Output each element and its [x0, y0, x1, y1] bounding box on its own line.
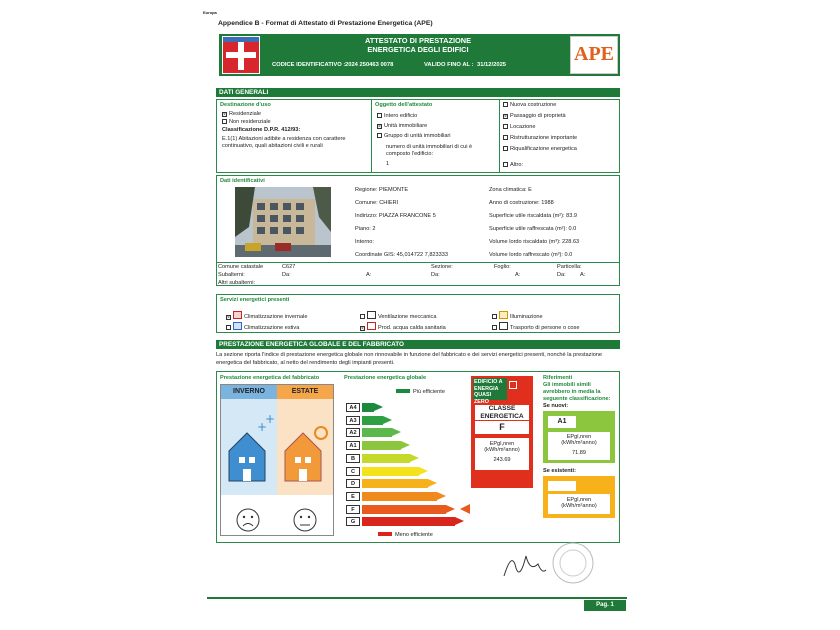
elevator-icon — [499, 322, 508, 330]
tiny-logo-text: Europa — [203, 10, 217, 15]
servizi-title: Servizi energetici presenti — [220, 297, 290, 303]
checkbox-icon — [377, 113, 382, 118]
nuovi-ep-label: EPgl,nren — [566, 434, 592, 440]
riferimenti-text: Gli immobili simili avrebbero in media la seguente classificazione: — [543, 382, 611, 402]
fan-icon — [367, 311, 376, 319]
da-1: Da: — [282, 272, 291, 278]
svg-text:+: + — [265, 412, 276, 426]
destinazione-title: Destinazione d'uso — [220, 102, 271, 108]
ape-logo — [570, 36, 618, 74]
class-bar-g — [362, 517, 455, 526]
house-summer-icon — [277, 399, 333, 495]
check-gruppo-unita[interactable]: Gruppo di unità immobiliari — [377, 133, 451, 140]
section-dati-generali: DATI GENERALI — [216, 88, 620, 97]
class-bar-c — [362, 467, 419, 476]
faucet-icon — [367, 322, 376, 330]
servizio-clima-estiva[interactable]: Climatizzazione estiva — [226, 322, 299, 332]
nuovi-ep-value: 71.89 — [572, 450, 586, 456]
estate-header: ESTATE — [277, 385, 333, 399]
nzeb-checkbox-icon — [509, 381, 517, 389]
nzeb-badge: EDIFICIO A ENERGIA QUASI ZERO — [473, 378, 507, 400]
check-intero-edificio[interactable]: Intero edificio — [377, 113, 417, 120]
da-3: Da: — [557, 272, 566, 278]
meno-efficiente-label: Meno efficiente — [378, 532, 433, 539]
da-2: Da: — [431, 272, 440, 278]
checkbox-icon — [503, 162, 508, 167]
indirizzo: Indirizzo: PIAZZA FRANCONE 5 — [355, 213, 436, 219]
checkbox-icon — [503, 102, 508, 107]
title-line-1: ATTESTATO DI PRESTAZIONE — [364, 36, 472, 45]
esistenti-class-box — [548, 481, 576, 491]
ep-unit: (kWh/m²anno) — [484, 447, 520, 453]
valid-label: VALIDO FINO AL : — [424, 62, 474, 68]
checkbox-icon — [492, 325, 497, 330]
piu-efficiente-label: Più efficiente — [396, 389, 445, 396]
regione: Regione: PIEMONTE — [355, 187, 409, 193]
building-photo — [235, 187, 331, 257]
lightbulb-icon — [499, 311, 508, 319]
fabbricato-title: Prestazione energetica del fabbricato — [220, 375, 320, 381]
classificazione-label: Classificazione D.P.R. 412/93: — [222, 127, 301, 133]
numero-unita-label: numero di unità immobiliari di cui è composto l'edificio: — [386, 144, 473, 157]
check-altro[interactable]: Altro: — [503, 162, 523, 169]
prestazione-intro: La sezione riporta l'indice di prestazione energetica globale non rinnovabile in funzione del fabbricato e dei servizi energetici presenti, nonché la prestazione energetica del fabbricato, al netto del rendimento degli impianti presenti. — [216, 352, 603, 366]
check-non-residenziale[interactable]: Non residenziale — [222, 119, 271, 126]
class-label-c: C — [346, 467, 360, 476]
section-prestazione: PRESTAZIONE ENERGETICA GLOBALE E DEL FABBRICATO — [216, 340, 620, 349]
green-legend-icon — [396, 389, 410, 393]
se-esistenti-label: Se esistenti: — [543, 468, 576, 474]
checkbox-checked-icon: × — [504, 114, 507, 120]
piano: Piano: 2 — [355, 226, 376, 232]
zona-climatica: Zona climatica: E — [489, 187, 532, 193]
ape-logo-text: APE — [574, 43, 614, 65]
comune-catastale-value: C627 — [282, 264, 296, 270]
snowflake-icon — [233, 322, 242, 330]
checkbox-checked-icon: × — [378, 124, 381, 130]
classe-value: F — [475, 421, 529, 434]
ep-value: 243.69 — [493, 457, 511, 463]
class-label-f: F — [346, 505, 360, 514]
checkbox-icon — [503, 146, 508, 151]
oggetto-title: Oggetto dell'attestato — [375, 102, 433, 108]
inverno-sad-face-icon — [235, 507, 261, 538]
altri-subalterni-label: Altri subalterni: — [218, 280, 255, 286]
check-residenziale[interactable]: × Residenziale — [223, 111, 262, 118]
class-bar-d — [362, 479, 428, 488]
globale-title: Prestazione energetica globale — [344, 375, 427, 381]
handwritten-signature-icon — [498, 546, 548, 582]
class-label-b: B — [346, 454, 360, 463]
check-unita-immobiliare[interactable]: × Unità immobiliare — [378, 123, 428, 130]
checkbox-checked-icon: × — [227, 315, 230, 321]
official-stamp — [543, 538, 603, 593]
building-photo-icon — [235, 187, 331, 257]
anno-costruzione: Anno di costruzione: 1988 — [489, 200, 554, 206]
coordinate-gis: Coordinate GIS: 45,014722 7,823333 — [355, 252, 448, 258]
check-riqualificazione[interactable]: Riqualificazione energetica — [503, 146, 577, 153]
svg-text:+: + — [257, 420, 268, 434]
classe-label: CLASSE ENERGETICA — [475, 405, 529, 420]
class-bar-f — [362, 505, 446, 514]
a-1: A: — [366, 272, 372, 278]
nuovi-class: A1 — [548, 416, 576, 428]
class-label-d: D — [346, 479, 360, 488]
check-ristrutturazione[interactable]: Ristrutturazione importante — [503, 135, 577, 142]
servizio-illuminazione[interactable]: Illuminazione — [492, 311, 543, 321]
inverno-house — [221, 399, 277, 495]
check-passaggio-proprieta[interactable]: × Passaggio di proprietà — [504, 113, 566, 120]
servizio-ventilazione[interactable]: Ventilazione meccanica — [360, 311, 436, 321]
class-label-a4: A4 — [346, 403, 360, 412]
class-bar-a1 — [362, 441, 401, 450]
subalterni-label: Subalterni: — [218, 272, 245, 278]
dati-identificativi-title: Dati identificativi — [220, 178, 265, 184]
volume-raffrescato: Volume lordo raffrescato (m³): 0.0 — [489, 252, 573, 258]
appendix-title: Appendice B - Format di Attestato di Prestazione Energetica (APE) — [218, 20, 433, 27]
class-label-a3: A3 — [346, 416, 360, 425]
checkbox-icon — [492, 314, 497, 319]
red-legend-icon — [378, 532, 392, 536]
check-locazione[interactable]: Locazione — [503, 124, 536, 131]
circular-stamp-icon — [543, 538, 603, 588]
particella-label: Particella: — [557, 264, 582, 270]
code-label: CODICE IDENTIFICATIVO : — [272, 62, 346, 68]
checkbox-icon — [360, 314, 365, 319]
class-bar-a4 — [362, 403, 374, 412]
class-label-e: E — [346, 492, 360, 501]
servizio-trasporto[interactable]: Trasporto di persone o cose — [492, 322, 579, 332]
riferimenti-title: Riferimenti — [543, 375, 573, 381]
sezione-label: Sezione: — [431, 264, 453, 270]
a-2: A: — [515, 272, 521, 278]
estate-neutral-face-icon — [292, 507, 318, 538]
class-bar-e — [362, 492, 437, 501]
footer-line — [207, 597, 627, 599]
se-nuovi-label: Se nuovi: — [543, 403, 569, 409]
checkbox-checked-icon: × — [361, 326, 364, 332]
classificazione-e1: E.1(1) Abitazioni adibite a residenza con carattere continuativo, quali abitazioni civili e rurali — [222, 136, 346, 149]
signature — [498, 546, 548, 587]
superficie-raffrescata: Superficie utile raffrescata (m²): 0.0 — [489, 226, 577, 232]
inverno-header: INVERNO — [221, 385, 277, 399]
class-bar-b — [362, 454, 410, 463]
comune: Comune: CHIERI — [355, 200, 399, 206]
current-class-marker-icon — [460, 504, 470, 514]
checkbox-icon — [503, 135, 508, 140]
class-bar-a3 — [362, 416, 383, 425]
checkbox-icon — [377, 133, 382, 138]
valid-value: 31/12/2025 — [477, 62, 507, 68]
a-3: A: — [580, 272, 586, 278]
region-emblem — [222, 36, 260, 74]
house-winter-icon — [221, 399, 277, 495]
estate-house — [277, 399, 333, 495]
esistenti-ep-unit: (kWh/m²anno) — [561, 503, 597, 509]
foglio-label: Foglio: — [494, 264, 511, 270]
checkbox-icon — [503, 124, 508, 129]
nuovi-ep-unit: (kWh/m²anno) — [561, 440, 597, 446]
ep-label: EPgl,nren — [489, 441, 515, 447]
superficie-riscaldata: Superficie utile riscaldata (m²): 83.9 — [489, 213, 577, 219]
numero-unita-value: 1 — [386, 161, 390, 167]
class-label-g: G — [346, 517, 360, 526]
check-nuova-costruzione[interactable]: Nuova costruzione — [503, 102, 556, 109]
code-value: 2024 250463 0078 — [345, 62, 394, 68]
title-line-2: ENERGETICA DEGLI EDIFICI — [367, 45, 469, 54]
piemonte-shield-icon — [222, 36, 260, 74]
interno: Interno: — [355, 239, 374, 245]
class-label-a1: A1 — [346, 441, 360, 450]
class-label-a2: A2 — [346, 428, 360, 437]
class-bar-a2 — [362, 428, 392, 437]
comune-catastale-label: Comune catastale — [218, 264, 264, 270]
esistenti-ep-label: EPgl,nren — [566, 497, 592, 503]
page-number: Pag. 1 — [584, 600, 626, 611]
volume-riscaldato: Volume lordo riscaldato (m³): 228.63 — [489, 239, 580, 245]
checkbox-icon — [226, 325, 231, 330]
servizio-acqua-calda[interactable]: × Prod. acqua calda sanitaria — [360, 322, 446, 332]
servizio-clima-invernale[interactable]: × Climatizzazione invernale — [226, 311, 307, 321]
checkbox-icon — [222, 119, 227, 124]
checkbox-checked-icon: × — [223, 112, 226, 118]
radiator-icon — [233, 311, 242, 319]
